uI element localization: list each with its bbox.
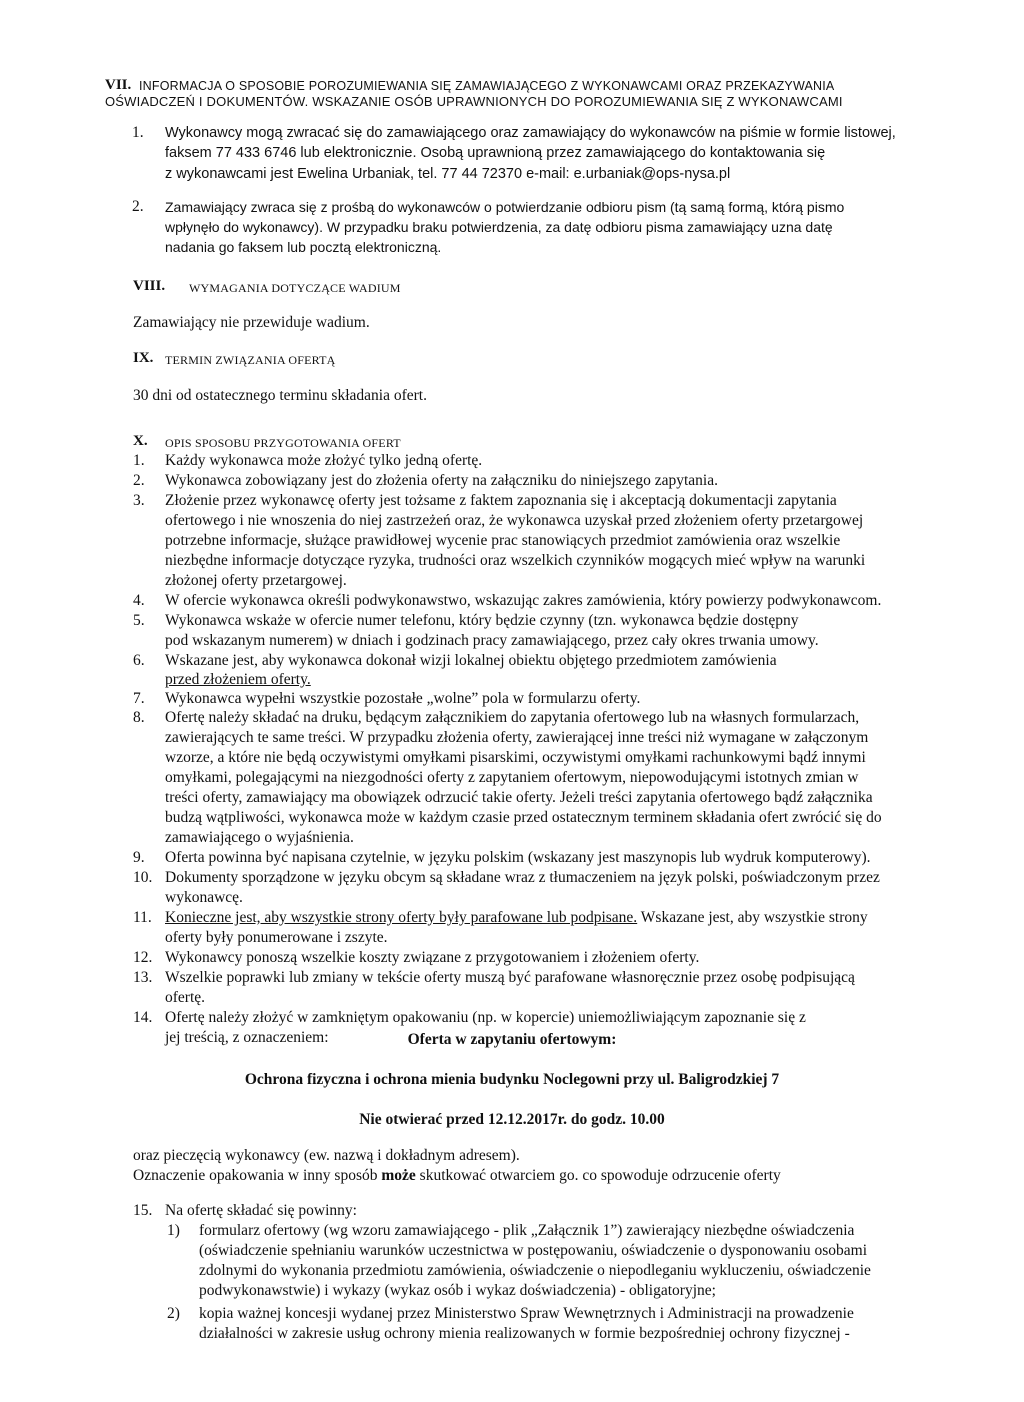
subitem-line: (oświadczenie spełnianiu warunków uczestnictwa w postępowaniu, oświadczenie o dysponowaniu osobami (199, 1242, 868, 1259)
item-line: Każdy wykonawca może złożyć tylko jedną ofertę. (165, 452, 483, 469)
item-number: 9. (133, 849, 145, 866)
s7-p2-line1: Zamawiający zwraca się z prośbą do wykonawców o potwierdzanie odbioru pism (tą samą formą, którą pismo (165, 199, 845, 215)
section-10-title: OPIS SPOSOBU PRZYGOTOWANIA OFERT (165, 436, 401, 450)
item-line: treści oferty, zamawiający ma obowiązek odrzucić takie oferty. Jeżeli treści zapytania ofertowego bądź załącznika (165, 789, 873, 806)
subitem-line: zdolnymi do wykonania przedmiotu zamówienia, oświadczenie o niepodleganiu wykluczeniu, oświadczenie (199, 1262, 871, 1279)
subitem-line: działalności w zakresie usług ochrony mienia realizowanych w formie bezpośredniej ochrony fizycznej - (199, 1325, 850, 1342)
item-line: zawierających te same treści. W przypadku złożenia oferty, zawierającej inne treści niż wymagane w załączonym (165, 729, 869, 746)
marking-note-2 (133, 1167, 781, 1185)
item-number: 5. (133, 612, 145, 629)
marking-note-2b: może (381, 1167, 416, 1184)
item-line-rest: Wskazane jest, aby wszystkie strony (637, 909, 868, 926)
item-number: 11. (133, 909, 152, 926)
item-number: 3. (133, 492, 145, 509)
item-line: Ofertę należy złożyć w zamkniętym opakowaniu (np. w kopercie) uniemożliwiającym zapoznanie się z (165, 1009, 806, 1026)
item-line: pod wskazanym numerem) w dniach i godzinach pracy zamawiającego, przez cały okres trwania umowy. (165, 632, 819, 649)
item-number: 2. (133, 472, 145, 489)
item-number: 8. (133, 709, 145, 726)
section-8-text: Zamawiający nie przewiduje wadium. (133, 314, 370, 331)
envelope-title: Oferta w zapytaniu ofertowym: (407, 1031, 617, 1048)
section-10-number: X. (133, 433, 148, 449)
section-7-number: VII. (105, 77, 132, 93)
subitem-line: podwykonawstwie) i wykazy (wykaz osób i wykaz doświadczenia) - obligatoryjne; (199, 1282, 716, 1299)
marking-note-1: oraz pieczęcią wykonawcy (ew. nazwą i dokładnym adresem). (133, 1147, 520, 1164)
item-line: złożonej oferty przetargowej. (165, 572, 347, 589)
item-number: 1. (133, 452, 145, 469)
item-line: Wszelkie poprawki lub zmiany w tekście oferty muszą być parafowane własnoręcznie przez osobę podpisującą (165, 969, 855, 986)
section-8-number: VIII. (133, 278, 166, 294)
item-number: 6. (133, 652, 145, 669)
item-number: 1. (132, 124, 144, 141)
item-line: oferty były ponumerowane i zszyte. (165, 929, 388, 946)
underlined-text: Konieczne jest, aby wszystkie strony oferty były parafowane lub podpisane. (165, 909, 638, 926)
item-line: Złożenie przez wykonawcę oferty jest tożsame z faktem zapoznania się i akceptacją dokumentacji zapytania (165, 492, 837, 509)
item-line: budzą wątpliwości, wykonawca może w każdym czasie przed ostatecznym terminem składania ofert zwrócić się do (165, 809, 882, 826)
section-7-title-line2: OŚWIADCZEŃ I DOKUMENTÓW. WSKAZANIE OSÓB UPRAWNIONYCH DO POROZUMIEWANIA SIĘ Z WYKONAWCAMI (105, 94, 843, 109)
s7-p2-line3: nadania go faksem lub pocztą elektroniczną. (165, 239, 442, 255)
item-line: Wykonawca wskaże w ofercie numer telefonu, który będzie czynny (tzn. wykonawca będzie dostępny (165, 612, 799, 629)
item-line: przed złożeniem oferty. (165, 671, 311, 688)
item-line: wzorze, a które nie będą oczywistymi omyłkami pisarskimi, oczywistymi omyłkami rachunkowymi bądź innymi (165, 749, 866, 766)
item-line: potrzebne informacje, służące prawidłowej wycenie prac stanowiących przedmiot zamówienia oraz wszelkie (165, 532, 841, 549)
section-9-number: IX. (133, 350, 154, 366)
item-line: ofertę. (165, 989, 206, 1006)
marking-note-2a: Oznaczenie opakowania w inny sposób (133, 1167, 382, 1184)
subitem-line: formularz ofertowy (wg wzoru zamawiającego - plik „Załącznik 1”) zawierający niezbędne oświadczenia (199, 1222, 855, 1239)
item-number: 2. (132, 198, 144, 215)
marking-note-2c: skutkować otwarciem go. co spowoduje odrzucenie oferty (415, 1167, 781, 1184)
envelope-subject: Ochrona fizyczna i ochrona mienia budynku Noclegowni przy ul. Baligrodzkiej 7 (244, 1071, 780, 1088)
subitem-line: kopia ważnej koncesji wydanej przez Ministerstwo Spraw Wewnętrznych i Administracji na prowadzenie (199, 1305, 854, 1322)
item-number: 10. (133, 869, 153, 886)
item-line: Wskazane jest, aby wykonawca dokonał wizji lokalnej obiektu objętego przedmiotem zamówienia (165, 652, 777, 669)
item-line: Wykonawca zobowiązany jest do złożenia oferty na załączniku do niniejszego zapytania. (165, 472, 718, 489)
item-number: 7. (133, 690, 145, 707)
s7-p1-line2: faksem 77 433 6746 lub elektronicznie. Osobą uprawnioną przez zamawiającego do kontaktowania się (165, 145, 826, 161)
section-8-title: WYMAGANIA DOTYCZĄCE WADIUM (189, 281, 401, 295)
section-9-title: TERMIN ZWIĄZANIA OFERTĄ (165, 353, 336, 367)
item-number: 12. (133, 949, 153, 966)
section-9-text: 30 dni od ostatecznego terminu składania ofert. (133, 387, 427, 404)
item-number: 14. (133, 1009, 153, 1026)
item-line: Dokumenty sporządzone w języku obcym są składane wraz z tłumaczeniem na język polski, poświadczonym przez (165, 869, 880, 886)
subitem-number: 2) (167, 1305, 180, 1322)
item-line: ofertowego i nie wnoszenia do niej zastrzeżeń oraz, że wykonawca uzyskał przed złożeniem oferty przetargowej (165, 512, 864, 529)
item-line: wykonawcę. (165, 889, 243, 906)
section-7-title-line1: INFORMACJA O SPOSOBIE POROZUMIEWANIA SIĘ ZAMAWIAJĄCEGO Z WYKONAWCAMI ORAZ PRZEKAZYWANIA (139, 79, 835, 93)
item-line: jej treścią, z oznaczeniem: (165, 1029, 329, 1046)
s7-p2-line2: wpłynęło do wykonawcy). W przypadku braku potwierdzenia, za datę odbioru pisma zamawiający uzna datę (165, 219, 833, 235)
item-line: niezbędne informacje dotyczące ryzyka, trudności oraz wszelkich czynników mogących mieć wpływ na warunki (165, 552, 866, 569)
subitem-number: 1) (167, 1222, 180, 1239)
item-line: omyłkami, polegającymi na niezgodności oferty z zapytaniem ofertowym, niepowodującymi istotnych zmian w (165, 769, 859, 786)
s7-p1-line1: Wykonawcy mogą zwracać się do zamawiającego oraz zamawiający do wykonawców na piśmie w formie listowej, (165, 125, 896, 141)
item-number: 4. (133, 592, 145, 609)
s7-p1-line3: z wykonawcami jest Ewelina Urbaniak, tel. 77 44 72370 e-mail: e.urbaniak@ops-nysa.pl (165, 166, 731, 182)
item-number: 15. (133, 1202, 153, 1219)
item-line: Oferta powinna być napisana czytelnie, w języku polskim (wskazany jest maszynopis lub wydruk komputerowy). (165, 849, 871, 866)
item-line: W ofercie wykonawca określi podwykonawstwo, wskazując zakres zamówienia, który powierzy podwykonawcom. (165, 592, 882, 609)
envelope-deadline: Nie otwierać przed 12.12.2017r. do godz. 10.00 (359, 1111, 665, 1128)
item-line: Wykonawca wypełni wszystkie pozostałe „wolne” pola w formularzu oferty. (165, 690, 641, 707)
item-15-text: Na ofertę składać się powinny: (165, 1202, 357, 1219)
item-line-underlined-part (165, 909, 868, 927)
item-line: Ofertę należy składać na druku, będącym załącznikiem do zapytania ofertowego lub na własnych formularzach, (165, 709, 860, 726)
item-line: zamawiającego o wyjaśnienia. (165, 829, 354, 846)
item-line: Wykonawcy ponoszą wszelkie koszty związane z przygotowaniem i złożeniem oferty. (165, 949, 700, 966)
item-number: 13. (133, 969, 153, 986)
